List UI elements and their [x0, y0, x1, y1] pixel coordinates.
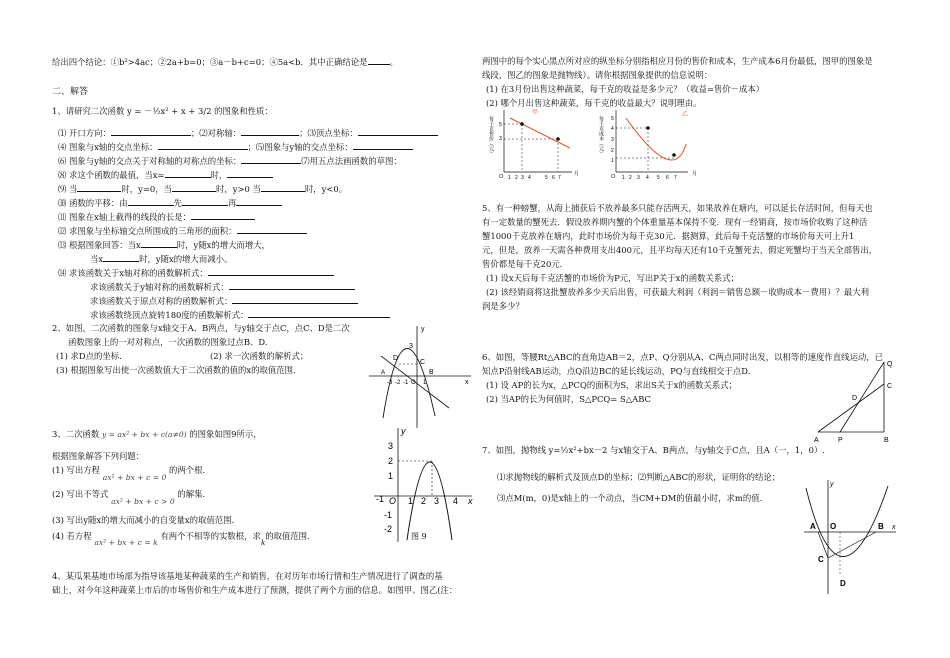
x-unit: 月 — [692, 171, 698, 177]
section-heading: 二、解答 — [52, 87, 89, 97]
fig-label: y — [421, 326, 425, 333]
q1-item-20: 时，y随x的增大而增大， — [176, 240, 270, 250]
q1-item-22: 时，y随x的增大而减小。 — [139, 254, 233, 264]
answer-blank[interactable] — [103, 254, 139, 262]
x-tick: 4 — [528, 175, 531, 181]
fig-label: -1 — [376, 494, 385, 504]
fig-label: -1 — [403, 380, 409, 386]
q3-p4b: 有两个不相等的实数根，求 — [160, 531, 261, 541]
x-tick: 2 — [629, 175, 632, 181]
y-axis-label: 每千克售价（元） — [488, 116, 494, 156]
fig-label: -2 — [384, 524, 393, 534]
q5-line-1: 5、有一种螃蟹，从海上捕获后不放养最多只能存活两天，如果放养在塘内，可以延长存活时间，但每天也 — [482, 203, 873, 213]
fig-label: C — [420, 359, 426, 366]
q1-row-2 — [58, 142, 413, 151]
q2-part-1: (1) 求D点的坐标. — [56, 351, 122, 361]
q1-item-13: 时，y<0。 — [304, 184, 348, 194]
chart-yi — [598, 106, 708, 182]
fig-label: B — [884, 437, 889, 444]
x-tick: 5 — [545, 175, 548, 181]
q6-part-2: (2) 当AP的长为何值时，S△PCQ= S△ABC — [486, 394, 651, 404]
q1-row-11 — [58, 268, 334, 277]
q3-p1a: (1) 写出方程 — [52, 465, 101, 475]
q3-p4k: k — [260, 539, 266, 547]
fig-label: 3 — [388, 441, 394, 451]
fig-label: B — [878, 522, 884, 531]
q7-figure — [800, 476, 900, 598]
x-tick: 3 — [521, 175, 524, 181]
q1-item-15: 先 — [173, 198, 183, 208]
q3-part-1 — [52, 465, 206, 482]
fig-label: 2 — [421, 496, 427, 506]
q3-part-4 — [52, 531, 310, 547]
y-tick: 5 — [499, 122, 502, 128]
answer-blank[interactable] — [241, 128, 299, 136]
data-point — [520, 122, 524, 126]
q1-row-3 — [58, 156, 402, 165]
origin-label: O — [499, 174, 503, 180]
fig-label: 3 — [409, 343, 413, 350]
q1-item-3: ；⑶顶点坐标： — [299, 128, 358, 138]
q1-row-4 — [58, 170, 273, 179]
q1-item-2: ；⑵对称轴： — [190, 128, 242, 138]
q1-item-25: 求该函数关于原点对称的函数解析式： — [90, 296, 233, 306]
segment-ac — [818, 384, 884, 432]
fig-label: D — [852, 395, 858, 402]
answer-blank[interactable] — [236, 198, 282, 206]
answer-blank[interactable] — [165, 170, 211, 178]
q5-part-2b: 润是多少？ — [482, 301, 524, 311]
parabola-curve — [806, 486, 888, 557]
q3-part-2 — [52, 489, 206, 506]
fig-label: O — [411, 380, 416, 386]
q3-stem-b: 的图象如图9所示， — [189, 429, 262, 439]
cost-parabola — [626, 118, 686, 160]
q3-p1b: 的两个根. — [169, 465, 206, 475]
data-point — [556, 137, 560, 141]
q4c-line-1: 两图中的每个实心黑点所对应的纵坐标分别指相应月份的售价和成本，生产成本6月份最低，图甲的图象是 — [482, 56, 873, 66]
x-tick: 3 — [637, 175, 640, 181]
x-tick: 1 — [622, 175, 625, 181]
fig-label: 3 — [434, 496, 440, 506]
fig9-caption: 图 9 — [411, 532, 427, 541]
q5-part-2: (2) 该经销商将这批蟹放养多少天后出售，可获最大利润（利润＝销售总额－收购成本－费用）？最大利 — [486, 287, 870, 297]
q1-item-26: 求该函数绕顶点旋转180度的函数解析式： — [90, 310, 249, 320]
q1-item-4: ⑷ 图象与x轴的交点坐标： — [58, 142, 158, 152]
x-tick: 6 — [552, 175, 555, 181]
q6-part-1: (1) 设 AP的长为x，△PCQ的面积为S，求出S关于x的函数关系式； — [486, 380, 738, 390]
q1-item-10: ⑼ 当 — [58, 184, 78, 194]
q1-row-12 — [90, 282, 355, 291]
q2-stem-2: 函数图象上的一对对称点，一次函数的图象过点B、D. — [68, 337, 268, 347]
q6-line-2: 知点P沿射线AB运动，点Q沿边BC的延长线运动，PQ与直线相交于点D. — [482, 366, 751, 376]
q1-row-7 — [58, 212, 255, 221]
q6-figure — [812, 352, 904, 452]
q1-item-24: 求该函数关于y轴对称的函数解析式： — [90, 282, 229, 292]
answer-blank[interactable] — [128, 198, 174, 206]
q1-item-21: 当x — [90, 254, 104, 264]
answer-blank[interactable] — [208, 268, 334, 276]
answer-blank[interactable] — [358, 128, 438, 136]
answer-blank[interactable] — [232, 296, 358, 304]
answer-blank[interactable] — [241, 156, 301, 164]
q4-line-2: 础上，对今年这种蔬菜上市后的市场售价和生产成本进行了预测，提供了两个方面的信息。如图甲、图乙(注： — [52, 585, 458, 595]
q1-item-18: ⑿ 求图象与坐标轴交点所围成的三角形的面积： — [58, 226, 237, 236]
chart-jia — [488, 106, 584, 182]
q3-p4c: 的取值范围. — [265, 531, 310, 541]
x-tick: 2 — [515, 175, 518, 181]
data-point — [646, 126, 650, 130]
q7-part-3: ⑶点M(m，0)是x轴上的一个动点，当CM+DM的值最小时，求m的值. — [497, 493, 763, 503]
fig-label: 1 — [388, 471, 394, 481]
chart-title: 甲 — [532, 110, 539, 116]
origin-label: O — [611, 174, 615, 180]
answer-blank[interactable] — [141, 240, 177, 248]
q1-stem: 1、请研究二次函数 y = －½x² + x + 3/2 的图象和性质： — [52, 106, 273, 116]
q1-item-9: 时， — [210, 170, 228, 180]
segment-pq — [840, 362, 884, 432]
q1-item-16: 再 — [228, 198, 237, 208]
q1-item-23: ⒁ 求该函数关于x轴对称的函数解析式： — [58, 268, 208, 278]
q1-item-12: 时，y>0 当 — [216, 184, 261, 194]
fig-label: D — [393, 355, 399, 362]
q2-part-3: (3) 根据图象写出使一次函数值大于二次函数的值的x的取值范围. — [56, 365, 296, 375]
q1-row-5 — [58, 184, 347, 193]
q1-row-8 — [58, 226, 307, 235]
q1-item-17: ⑾ 图象在x轴上截得的线段的长是： — [58, 212, 192, 222]
q1-row-13 — [90, 296, 358, 305]
q5-line-5: 售价都是每千克20元． — [482, 259, 569, 269]
q3-stem-a: 3、二次函数 — [52, 429, 100, 439]
q1-row-10 — [90, 254, 232, 263]
q4c-part-1: (1) 在3月份出售这种蔬菜，每千克的收益是多少元？（收益=售价－成本） — [486, 84, 765, 94]
answer-blank[interactable] — [172, 184, 216, 192]
fig-label: 4 — [453, 496, 459, 506]
fig-label: y — [830, 481, 834, 488]
fig-label: A — [810, 522, 816, 531]
fig-label: 1 — [423, 380, 427, 386]
answer-blank[interactable] — [191, 212, 255, 220]
price-segment — [510, 118, 570, 148]
q3-p4f: ax² + bx + c = k — [94, 538, 158, 547]
answer-blank[interactable] — [229, 282, 355, 290]
q3-p2a: (2) 写出不等式 — [52, 489, 109, 499]
fig-label: A — [381, 370, 386, 376]
y-tick: 3 — [611, 137, 614, 143]
y-axis-label: 每千克成本（元） — [598, 116, 604, 156]
q4-line-1: 4、某瓜果基地市场部为指导该基地某种蔬菜的生产和销售，在对历年市场行情和生产情况进行了调查的基 — [52, 571, 443, 581]
fig-label: B — [429, 369, 434, 376]
fig-label: P — [838, 437, 843, 444]
fig-label: x — [468, 496, 473, 506]
fig-label: -2 — [395, 380, 401, 386]
fig-label: y — [401, 426, 406, 436]
y-tick: 5 — [611, 116, 614, 122]
intro-text: 给出四个结论：①b²>4ac；②2a+b=0；③a－b+c=0；④5a<b．其中正确结论是 — [52, 57, 368, 67]
x-unit: 月 — [574, 171, 580, 177]
fig-label: D — [840, 579, 846, 588]
fig-label: x — [465, 379, 469, 386]
fig-label: -3 — [387, 380, 393, 386]
parabola-curve — [407, 462, 452, 540]
fig-label: 1 — [408, 496, 414, 506]
figure-9 — [370, 424, 480, 544]
answer-blank[interactable] — [248, 310, 390, 318]
q1-item-5: ；⑸图象与y轴的交点坐标： — [247, 142, 353, 152]
q1-item-1: ⑴ 开口方向： — [58, 128, 111, 138]
q2-part-2: (2) 求一次函数的解析式； — [210, 351, 309, 361]
x-tick: 5 — [657, 175, 660, 181]
intro-line — [52, 57, 398, 66]
q3-stem — [52, 430, 262, 439]
fig-label: -1 — [384, 510, 393, 520]
q3-intro: 根据图象解答下列问题： — [52, 451, 145, 461]
fig-label: C — [818, 555, 824, 564]
fig-label: O — [830, 522, 837, 531]
fig-label: 2 — [388, 456, 394, 466]
answer-blank[interactable] — [158, 142, 248, 150]
y-tick: 4 — [611, 126, 614, 132]
x-tick: 7 — [674, 175, 677, 181]
fig-label: Q — [887, 361, 893, 368]
q4c-part-2: (2) 哪个月出售这种蔬菜，每千克的收益最大？说明理由。 — [486, 98, 702, 108]
q1-item-6: ⑹ 图象与y轴的交点关于对称轴的对称点的坐标： — [58, 156, 242, 166]
q3-p2b: 的解集. — [177, 489, 206, 499]
chart-title: 乙 — [682, 112, 689, 118]
q1-item-14: ⑽ 函数的平移：由 — [58, 198, 128, 208]
q7-part-1: ⑴求抛物线的解析式及顶点D的坐标；⑵判断△ABC的形状，证明你的结论； — [497, 472, 781, 482]
answer-blank[interactable] — [227, 170, 273, 178]
data-point — [672, 153, 676, 157]
q1-row-9 — [58, 240, 270, 249]
q1-row-14 — [90, 310, 390, 319]
q1-item-11: 时，y=0，当 — [121, 184, 172, 194]
q3-p2f: ax² + bx + c > 0 — [111, 497, 175, 506]
x-tick: 6 — [666, 175, 669, 181]
fig-label: x — [892, 524, 896, 531]
q1-row-6 — [58, 198, 282, 207]
fig-label: O — [389, 496, 397, 506]
q5-line-3: 蟹1000千克放养在塘内，此时市场价为每千克30元．据测算，此后每千克活蟹的市场价每天可上升1 — [482, 231, 855, 241]
q2-stem-1: 2、如图，二次函数的图象与x轴交于A、B两点，与y轴交于点C，点C、D是二次 — [52, 323, 350, 333]
answer-blank[interactable] — [77, 184, 121, 192]
answer-blank[interactable] — [368, 57, 390, 65]
answer-blank[interactable] — [182, 198, 228, 206]
q5-line-2: 有一定数量的蟹死去．假设放养期内蟹的个体重量基本保持不变．现有一经销商，按市场价收购了这种活 — [482, 217, 868, 227]
q1-item-8: ⑻ 求这个函数的最值，当x= — [58, 170, 165, 180]
answer-blank[interactable] — [261, 184, 305, 192]
answer-blank[interactable] — [237, 226, 307, 234]
segment-cb — [828, 532, 876, 558]
q4c-line-2: 线段，图乙的图象是抛物线）。请你根据图象提供的信息说明： — [482, 70, 713, 80]
answer-blank[interactable] — [353, 142, 413, 150]
q6-line-1: 6、如图，等腰Rt△ABC的直角边AB＝2，点P、Q分别从A、C两点同时出发，以相等的速度作直线运动，已 — [482, 352, 883, 362]
intro-end: 。 — [389, 57, 398, 67]
q3-part-3: (3) 写出y随x的增大而减小的自变量x的取值范围. — [52, 515, 235, 525]
x-tick: 4 — [646, 175, 649, 181]
y-tick: 2 — [611, 148, 614, 154]
q1-item-7: ⑺用五点法画函数的草图： — [301, 156, 402, 166]
x-tick: 1 — [508, 175, 511, 181]
q2-figure — [365, 320, 477, 432]
fig-label: C — [887, 383, 893, 390]
q1-row-1 — [58, 128, 438, 137]
x-tick: 7 — [558, 175, 561, 181]
fig-label: A — [814, 437, 819, 444]
answer-blank[interactable] — [111, 128, 191, 136]
q7-stem: 7、如图，抛物线 y=½x²+bx－2 与x轴交于A、B两点，与y轴交于C点，且A（一，1，0）. — [482, 445, 825, 455]
y-tick: 1 — [611, 158, 614, 164]
q3-p4a: (4) 若方程 — [52, 531, 92, 541]
q5-line-4: 元，但是，放养一天需各种费用支出400元，且平均每天还有10千克蟹死去，假定死蟹均于当天全部售出， — [482, 245, 878, 255]
q3-p1f: ax² + bx + c = 0 — [102, 473, 167, 482]
y-tick: 3 — [499, 136, 502, 142]
q3-formula: y = ax² + bx + c(a≠0) — [101, 430, 187, 439]
q5-part-1: (1) 设x天后每千克活蟹的市场价为P元，写出P关于x的函数关系式； — [486, 273, 739, 283]
q1-item-19: ⒀ 根据图象回答：当x — [58, 240, 141, 250]
